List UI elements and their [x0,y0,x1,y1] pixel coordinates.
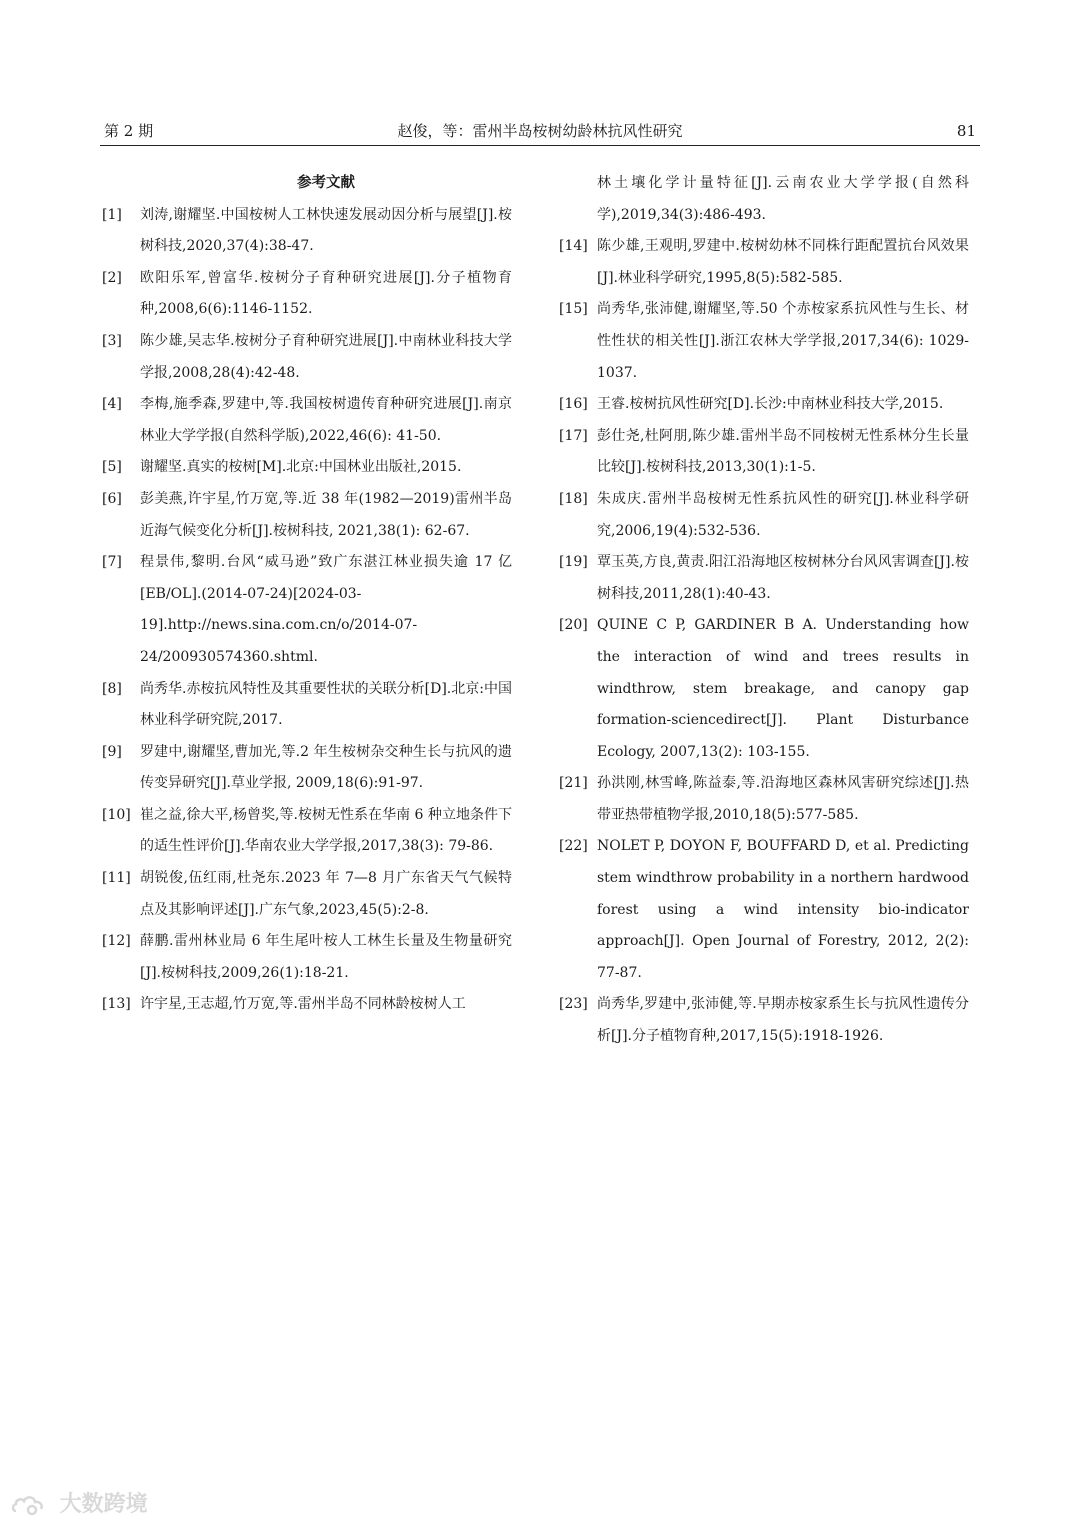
reference-text: 覃玉英,方良,黄责.阳江沿海地区桉树林分台风风害调查[J].桉树科技,2011,28(1):40-43. [597,554,969,602]
reference-text: 彭仕尧,杜阿朋,陈少雄.雷州半岛不同桉树无性系林分生长量比较[J].桉树科技,2013,30(1):1-5. [597,427,969,476]
reference-item [557,421,969,484]
right-column [557,168,969,1053]
reference-number: [22] [559,838,588,855]
running-header [100,118,980,144]
reference-text: QUINE C P, GARDINER B A. Understanding how the interaction of wind and trees results in windthrow, stem breakage, and canopy gap formation-sciencedirect[J]. Plant Disturbance Ecology, 2007,13(2): 103-155. [597,617,969,760]
reference-item [557,484,969,547]
reference-number: [5] [102,459,122,476]
reference-text: 尚秀华,罗建中,张沛健,等.早期赤桉家系生长与抗风性遗传分析[J].分子植物育种,2017,15(5):1918-1926. [597,996,969,1045]
reference-text: 罗建中,谢耀坚,曹加光,等.2 年生桉树杂交种生长与抗风的遗传变异研究[J].草业学报, 2009,18(6):91-97. [140,743,512,792]
page-number: 81 [956,122,976,140]
reference-text: 尚秀华.赤桉抗风特性及其重要性状的关联分析[D].北京:中国林业科学研究院,2017. [140,680,512,729]
reference-number: [7] [102,554,122,571]
reference-text: NOLET P, DOYON F, BOUFFARD D, et al. Predicting stem windthrow probability in a northern hardwood forest using a wind intensity bio-indicator approach[J]. Open Journal of Forestry, 2012, 2(2): 77-87. [597,838,969,981]
reference-item [557,168,969,231]
reference-item [100,263,512,326]
reference-text: 薛鹏.雷州林业局 6 年生尾叶桉人工林生长量及生物量研究[J].桉树科技,2009,26(1):18-21. [140,933,512,981]
watermark-text: 大数跨境 [59,1492,148,1517]
reference-item [557,389,969,421]
reference-number: [3] [102,332,122,349]
reference-item [100,200,512,263]
reference-text: 孙洪刚,林雪峰,陈益泰,等.沿海地区森林风害研究综述[J].热带亚热带植物学报,2010,18(5):577-585. [597,775,969,823]
reference-text: 欧阳乐军,曾富华.桉树分子育种研究进展[J].分子植物育种,2008,6(6):1146-1152. [140,269,512,318]
reference-text: 陈少雄,王观明,罗建中.桉树幼林不同株行距配置抗台风效果[J].林业科学研究,1995,8(5):582-585. [597,238,969,286]
reference-number: [2] [102,269,122,286]
reference-text: 谢耀坚.真实的桉树[M].北京:中国林业出版社,2015. [140,459,462,476]
running-title: 赵俊，等：雷州半岛桉树幼龄林抗风性研究 [397,122,683,140]
reference-item [100,737,512,800]
reference-number: [15] [559,301,588,318]
reference-item [557,768,969,831]
reference-text: 许宇星,王志超,竹万宽,等.雷州半岛不同林龄桉树人工 [140,996,466,1013]
reference-number: [6] [102,490,122,507]
header-rule [100,145,980,146]
reference-item [557,989,969,1052]
reference-number: [17] [559,427,588,444]
reference-item [100,389,512,452]
reference-number: [12] [102,933,131,950]
reference-item [557,231,969,294]
reference-number: [10] [102,806,131,823]
reference-item [100,989,512,1021]
reference-number: [11] [102,870,131,887]
reference-number: [23] [559,996,588,1013]
reference-number: [9] [102,743,122,760]
reference-item [557,831,969,989]
reference-text: 胡锐俊,伍红雨,杜尧东.2023 年 7—8 月广东省天气气候特点及其影响评述[J].广东气象,2023,45(5):2-8. [140,870,512,918]
reference-text: 李梅,施季森,罗建中,等.我国桉树遗传育种研究进展[J].南京林业大学学报(自然科学版),2022,46(6): 41-50. [140,396,512,444]
reference-text: 林土壤化学计量特征[J].云南农业大学学报(自然科学),2019,34(3):486-493. [597,175,969,223]
reference-text: 彭美燕,许宇星,竹万宽,等.近 38 年(1982—2019)雷州半岛近海气候变化分析[J].桉树科技, 2021,38(1): 62-67. [140,490,512,539]
left-column [100,168,512,1021]
reference-item [100,326,512,389]
reference-text: 陈少雄,吴志华.桉树分子育种研究进展[J].中南林业科技大学学报,2008,28(4):42-48. [140,332,512,381]
reference-text: 刘涛,谢耀坚.中国桉树人工林快速发展动因分析与展望[J].桉树科技,2020,37(4):38-47. [140,206,512,255]
reference-item [100,452,512,484]
reference-number: [16] [559,396,588,413]
reference-item [557,547,969,610]
reference-item [557,610,969,768]
reference-item [100,547,512,673]
issue-number: 第 2 期 [104,122,154,140]
reference-item [557,294,969,389]
reference-item [100,926,512,989]
reference-text: 程景伟,黎明.台风“威马逊”致广东湛江林业损失逾 17 亿[EB/OL].(2014-07-24)[2024-03-19].http://news.sina.com.cn/o/2014-07-24/200930574360.shtml. [140,554,512,665]
reference-text: 朱成庆.雷州半岛桉树无性系抗风性的研究[J].林业科学研究,2006,19(4):532-536. [597,490,969,539]
reference-item [100,484,512,547]
reference-number: [18] [559,490,588,507]
reference-number: [14] [559,238,588,255]
reference-number: [8] [102,680,122,697]
reference-item [100,863,512,926]
reference-item [100,800,512,863]
reference-text: 王睿.桉树抗风性研究[D].长沙:中南林业科技大学,2015. [597,396,944,413]
reference-number: [1] [102,206,122,223]
reference-number: [19] [559,554,588,571]
references-heading: 参考文献 [297,175,355,191]
reference-number: [4] [102,396,122,413]
reference-number: [21] [559,775,588,792]
cloud-logo-icon [10,1493,48,1517]
reference-number: [13] [102,996,131,1013]
reference-number: [20] [559,617,588,634]
reference-text: 尚秀华,张沛健,谢耀坚,等.50 个赤桉家系抗风性与生长、材性性状的相关性[J].浙江农林大学学报,2017,34(6): 1029-1037. [597,301,969,381]
watermark [10,1490,148,1520]
reference-item [100,674,512,737]
reference-text: 崔之益,徐大平,杨曾奖,等.桉树无性系在华南 6 种立地条件下的适生性评价[J].华南农业大学学报,2017,38(3): 79-86. [140,806,512,855]
